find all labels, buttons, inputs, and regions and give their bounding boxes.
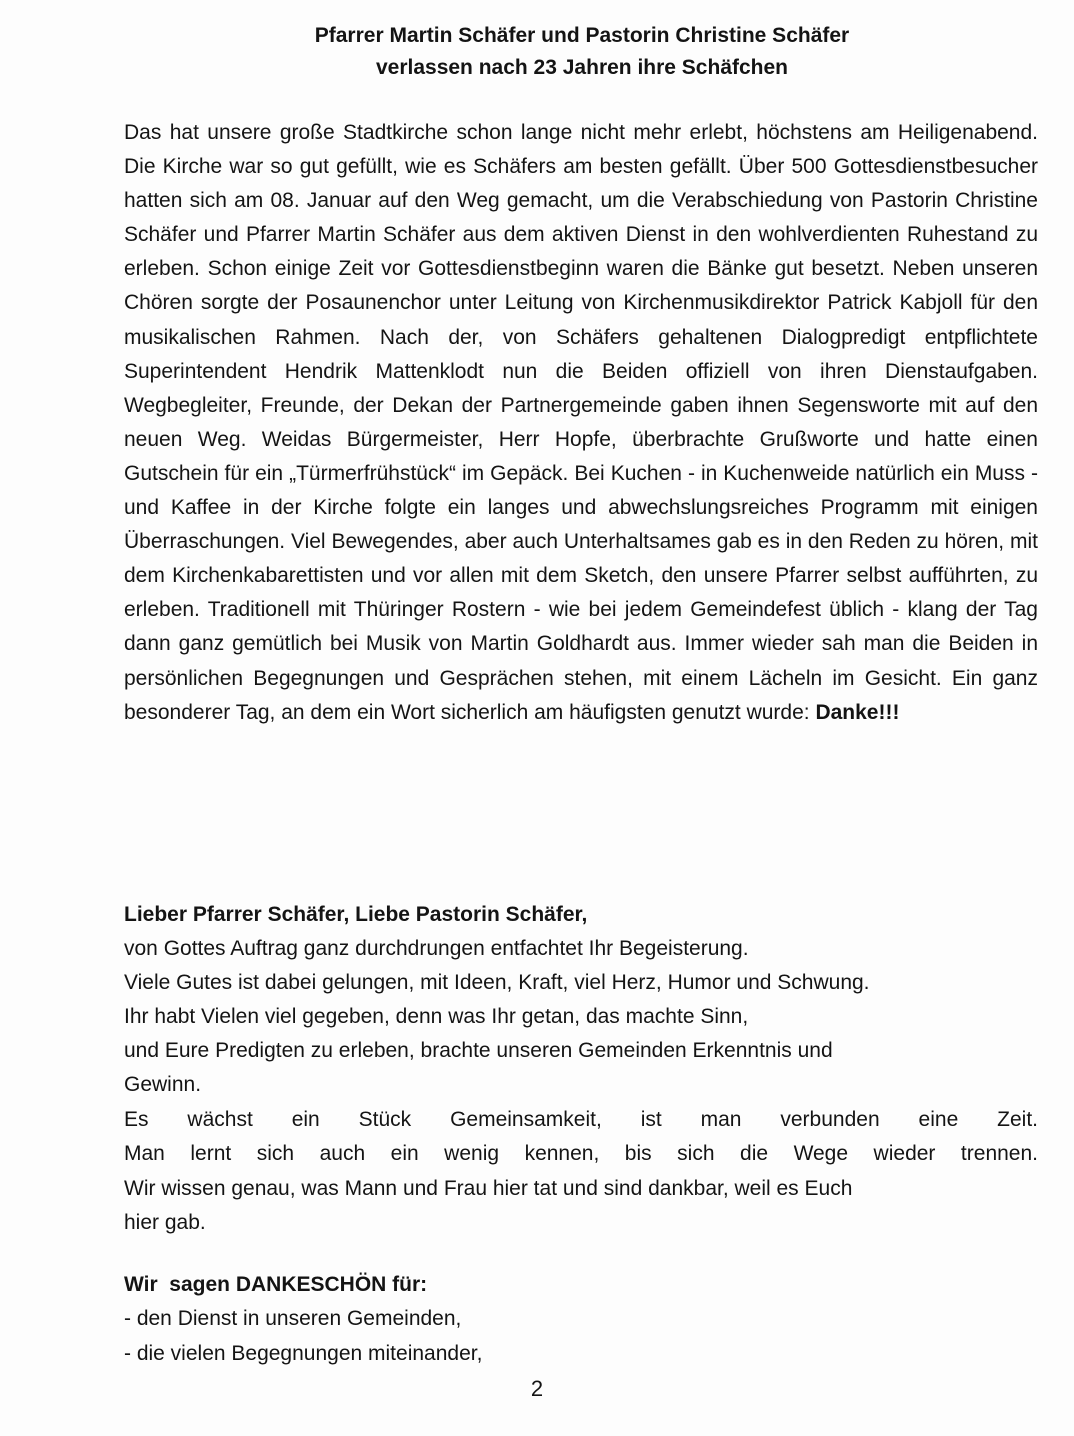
thanks-heading: Wir sagen DANKESCHÖN für: bbox=[124, 1273, 428, 1296]
poem-line: und Eure Predigten zu erleben, brachte unseren Gemeinden Erkenntnis und bbox=[124, 1039, 833, 1062]
thanks-list-item: - den Dienst in unseren Gemeinden, bbox=[124, 1307, 462, 1330]
poem-line: Wir wissen genau, was Mann und Frau hier tat und sind dankbar, weil es Euch bbox=[124, 1177, 853, 1200]
main-paragraph bbox=[124, 116, 1038, 730]
main-paragraph-closing-word: Danke!!! bbox=[815, 700, 900, 724]
poem-line: hier gab. bbox=[124, 1211, 206, 1234]
salutation: Lieber Pfarrer Schäfer, Liebe Pastorin Schäfer, bbox=[124, 903, 588, 926]
document-title-line-2: verlassen nach 23 Jahren ihre Schäfchen bbox=[375, 56, 789, 79]
main-paragraph-text: Das hat unsere große Stadtkirche schon lange nicht mehr erlebt, höchstens am Heiligenabend. Die Kirche war so gut gefüllt, wie es Schäfers am besten gefällt. Über 500 Gottesdienstbesucher hatten sich am 08. Januar auf den Weg gemacht, um die Verabschiedung von Pastorin Christine Schäfer und Pfarrer Martin Schäfer aus dem aktiven Dienst in den wohlverdienten Ruhestand zu erleben. Schon einige Zeit vor Gottesdienstbeginn waren die Bänke gut besetzt. Neben unseren Chören sorgte der Posaunenchor unter Leitung von Kirchenmusikdirektor Patrick Kabjoll für den musikalischen Rahmen. Nach der, von Schäfers gehaltenen Dialogpredigt entpflichtete Superintendent Hendrik Mattenklodt nun die Beiden offiziell von ihren Dienstaufgaben. Wegbegleiter, Freunde, der Dekan der Partnergemeinde gaben ihnen Segensworte mit auf den neuen Weg. Weidas Bürgermeister, Herr Hopfe, überbrachte Grußworte und hatte einen Gutschein für ein „Türmerfrühstück“ im Gepäck. Bei Kuchen - in Kuchenweide natürlich ein Muss - und Kaffee in der Kirche folgte ein langes und abwechslungsreiches Programm mit einigen Überraschungen. Viel Bewegendes, aber auch Unterhaltsames gab es in den Reden zu hören, mit dem Kirchenkabarettisten und vor allen mit dem Sketch, den unsere Pfarrer selbst aufführten, zu erleben. Traditionell mit Thüringer Rostern - wie bei jedem Gemeindefest üblich - klang der Tag dann ganz gemütlich bei Musik von Martin Goldhardt aus. Immer wieder sah man die Beiden in persönlichen Begegnungen und Gesprächen stehen, mit einem Lächeln im Gesicht. Ein ganz besonderer Tag, an dem ein Wort sicherlich am häufigsten genutzt wurde: bbox=[124, 121, 1038, 724]
poem-line: von Gottes Auftrag ganz durchdrungen entfachtet Ihr Begeisterung. bbox=[124, 937, 749, 960]
poem-line: Ihr habt Vielen viel gegeben, denn was Ihr getan, das machte Sinn, bbox=[124, 1005, 749, 1028]
poem-line: Viele Gutes ist dabei gelungen, mit Ideen, Kraft, viel Herz, Humor und Schwung. bbox=[124, 971, 870, 994]
poem-line: Man lernt sich auch ein wenig kennen, bis sich die Wege wieder trennen. bbox=[124, 1142, 1038, 1165]
page-number: 2 bbox=[530, 1376, 544, 1401]
poem-line: Gewinn. bbox=[124, 1073, 202, 1096]
document-title-line-1: Pfarrer Martin Schäfer und Pastorin Christine Schäfer bbox=[314, 24, 850, 47]
poem-line: Es wächst ein Stück Gemeinsamkeit, ist man verbunden eine Zeit. bbox=[124, 1108, 1038, 1131]
thanks-list-item: - die vielen Begegnungen miteinander, bbox=[124, 1342, 483, 1365]
